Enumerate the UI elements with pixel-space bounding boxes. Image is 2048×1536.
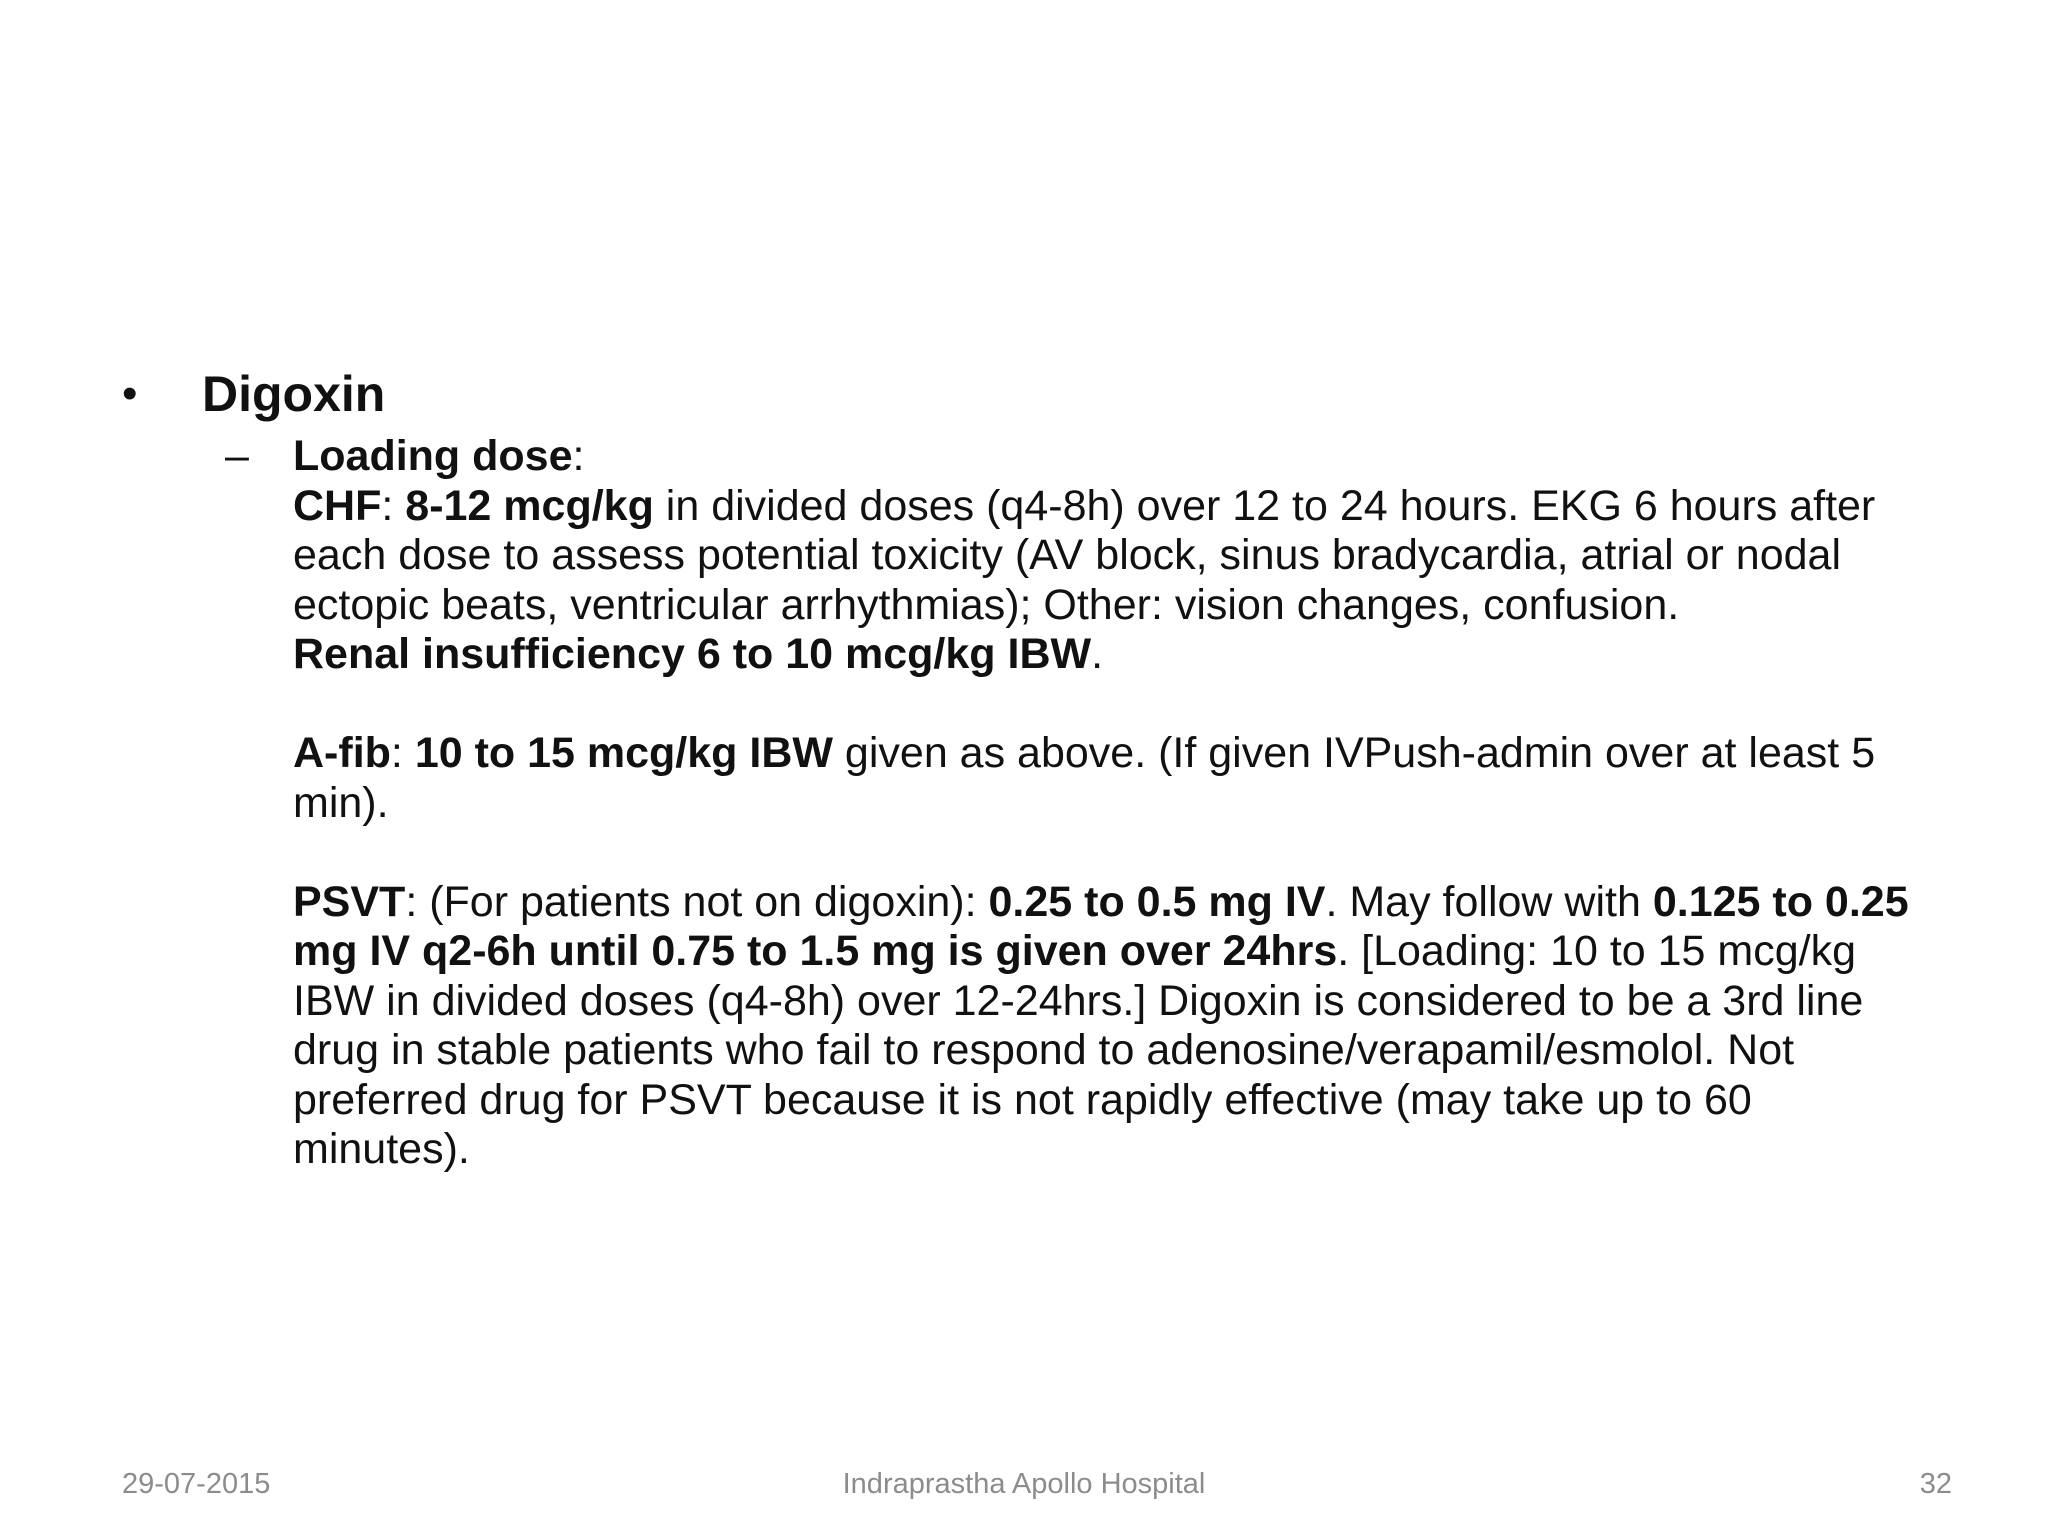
loading-dose-body (293, 432, 1933, 1175)
sub-item-loading-dose (225, 432, 1942, 1175)
bullet-item-digoxin (122, 362, 1942, 426)
heading-title: Digoxin (202, 366, 386, 422)
bullet-icon: • (122, 369, 138, 418)
psvt-text-1: : (For patients not on digoxin): (405, 877, 989, 926)
loading-dose-label-line (293, 432, 1933, 482)
spacer (293, 680, 1933, 730)
renal-end: . (1091, 630, 1104, 678)
chf-paragraph (293, 482, 1933, 631)
psvt-text-2: . May follow with (1325, 877, 1653, 926)
afib-dose: 10 to 15 mcg/kg IBW (414, 729, 833, 777)
chf-label: CHF (293, 481, 382, 530)
chf-dose: 8-12 mcg/kg (405, 481, 654, 530)
spacer (293, 828, 1933, 878)
footer-date: 29-07-2015 (122, 1468, 271, 1500)
slide-content (122, 362, 1942, 1175)
psvt-dose-2: 0.125 to 0.25 mg IV q2-6h until 0.75 to 1.5 mg is given over 24hrs (293, 877, 1909, 975)
afib-colon: : (390, 729, 415, 777)
chf-text: in divided doses (q4-8h) over 12 to 24 hours. EKG 6 hours after each dose to assess potential toxicity (AV block, sinus bradycardia, atrial or nodal ectopic beats, ventricular arrhythmias); Other: vision changes, confusion. (293, 481, 1876, 629)
afib-paragraph (293, 729, 1933, 828)
renal-paragraph (293, 630, 1933, 680)
loading-dose-colon: : (572, 432, 585, 480)
psvt-dose-1: 0.25 to 0.5 mg IV (988, 877, 1326, 926)
psvt-label: PSVT (293, 877, 406, 926)
footer-organization: Indraprastha Apollo Hospital (842, 1468, 1206, 1500)
renal-dose: Renal insufficiency 6 to 10 mcg/kg IBW (293, 630, 1092, 678)
afib-label: A-fib (293, 729, 391, 777)
psvt-paragraph (293, 878, 1933, 1175)
psvt-text-3: . [Loading: 10 to 15 mcg/kg IBW in divided doses (q4-8h) over 12-24hrs.] Digoxin is considered to be a 3rd line drug in stable patients who fail to respond to adenosine/verapamil/esmolol. Not preferred drug for PSVT because it is not rapidly effective (may take up to 60 minutes). (293, 927, 1864, 1173)
afib-text: given as above. (If given IVPush-admin over at least 5 min). (293, 729, 1876, 827)
dash-icon: – (225, 432, 249, 480)
loading-dose-label: Loading dose (293, 432, 573, 480)
footer-page-number: 32 (1919, 1468, 1952, 1500)
chf-colon: : (381, 481, 406, 530)
